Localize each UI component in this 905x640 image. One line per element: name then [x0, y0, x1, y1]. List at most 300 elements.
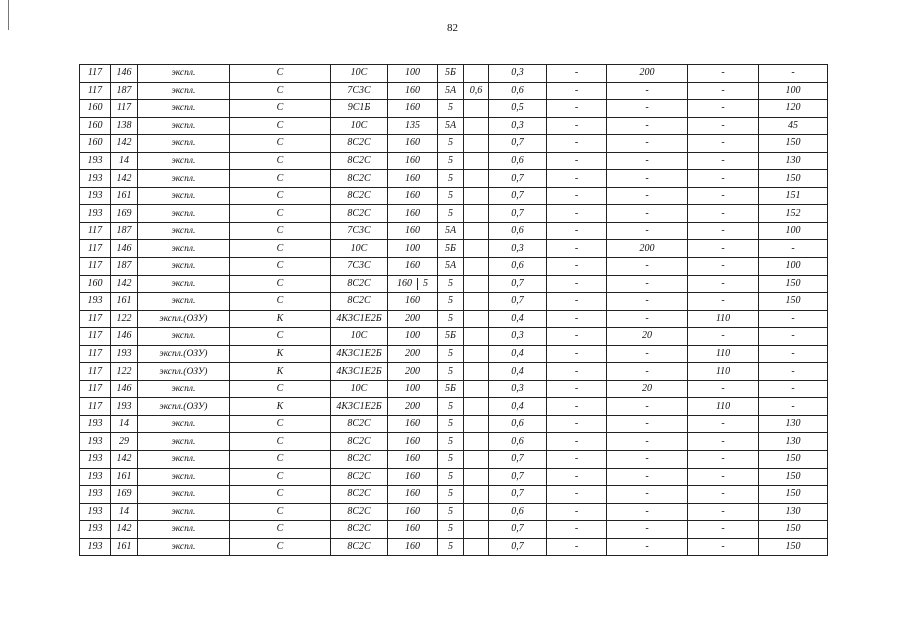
cell-col-d: 150 [759, 170, 828, 188]
table-row [80, 486, 828, 504]
cell-col-c: 110 [688, 310, 759, 328]
table-row [80, 117, 828, 135]
cell-col-a: - [547, 117, 607, 135]
cell-col-d: 130 [759, 433, 828, 451]
cell-value: 100 [388, 328, 438, 346]
cell-to-code: 14 [111, 503, 138, 521]
cell-class: 5 [438, 415, 464, 433]
cell-col-a: - [547, 205, 607, 223]
cell-category: С [230, 82, 331, 100]
cell-class: 5Б [438, 65, 464, 83]
cell-col-b: - [607, 82, 688, 100]
cell-col-a: - [547, 380, 607, 398]
cell-col-c: - [688, 468, 759, 486]
cell-category: К [230, 363, 331, 381]
cell-col-a: - [547, 65, 607, 83]
cell-col-d: 152 [759, 205, 828, 223]
cell-usage: экспл. [138, 328, 230, 346]
cell-composition: 10С [331, 65, 388, 83]
cell-usage: экспл. [138, 240, 230, 258]
cell-category: К [230, 398, 331, 416]
cell-from-code: 117 [80, 82, 111, 100]
cell-composition: 8С2С [331, 486, 388, 504]
split-value-right: 5 [423, 277, 428, 289]
cell-to-code: 117 [111, 100, 138, 118]
cell-extra [464, 293, 489, 311]
cell-ratio: 0,4 [489, 345, 547, 363]
cell-col-d: 100 [759, 82, 828, 100]
cell-category: С [230, 521, 331, 539]
cell-category: С [230, 380, 331, 398]
cell-category: С [230, 65, 331, 83]
cell-col-c: - [688, 187, 759, 205]
table-row [80, 503, 828, 521]
cell-col-b: - [607, 187, 688, 205]
cell-ratio: 0,4 [489, 398, 547, 416]
cell-composition: 8С2С [331, 275, 388, 293]
cell-col-d: 151 [759, 187, 828, 205]
cell-col-b: - [607, 293, 688, 311]
cell-value: 160 [388, 415, 438, 433]
cell-col-d: 130 [759, 415, 828, 433]
cell-class: 5А [438, 258, 464, 276]
cell-class: 5 [438, 538, 464, 556]
cell-value: 160 [388, 258, 438, 276]
cell-to-code: 187 [111, 82, 138, 100]
cell-col-c: - [688, 415, 759, 433]
table-row [80, 65, 828, 83]
cell-ratio: 0,3 [489, 117, 547, 135]
cell-col-d: 45 [759, 117, 828, 135]
cell-class: 5 [438, 135, 464, 153]
cell-class: 5 [438, 521, 464, 539]
cell-class: 5 [438, 398, 464, 416]
cell-col-b: 200 [607, 240, 688, 258]
cell-col-a: - [547, 135, 607, 153]
cell-col-d: 130 [759, 503, 828, 521]
cell-col-b: - [607, 398, 688, 416]
cell-value: 160 [388, 135, 438, 153]
cell-col-d: - [759, 328, 828, 346]
cell-category: С [230, 415, 331, 433]
cell-class: 5 [438, 152, 464, 170]
cell-from-code: 193 [80, 486, 111, 504]
cell-composition: 8С2С [331, 415, 388, 433]
cell-col-c: - [688, 222, 759, 240]
cell-to-code: 169 [111, 205, 138, 223]
cell-class: 5 [438, 363, 464, 381]
cell-col-c: - [688, 152, 759, 170]
cell-extra [464, 468, 489, 486]
cell-col-c: - [688, 65, 759, 83]
cell-col-d: 150 [759, 451, 828, 469]
cell-col-d: 130 [759, 152, 828, 170]
cell-category: С [230, 538, 331, 556]
cell-extra [464, 222, 489, 240]
cell-category: С [230, 293, 331, 311]
cell-category: С [230, 170, 331, 188]
cell-col-d: 150 [759, 293, 828, 311]
table-row [80, 398, 828, 416]
cell-ratio: 0,6 [489, 222, 547, 240]
cell-from-code: 193 [80, 293, 111, 311]
cell-col-c: - [688, 135, 759, 153]
cell-extra [464, 205, 489, 223]
cell-extra: 0,6 [464, 82, 489, 100]
cell-composition: 8С2С [331, 293, 388, 311]
cell-composition: 8С2С [331, 135, 388, 153]
cell-ratio: 0,6 [489, 82, 547, 100]
cell-value: 100 [388, 240, 438, 258]
cell-extra [464, 152, 489, 170]
cell-usage: экспл. [138, 117, 230, 135]
cell-to-code: 193 [111, 345, 138, 363]
cell-col-a: - [547, 415, 607, 433]
cell-col-b: - [607, 258, 688, 276]
cell-col-b: - [607, 451, 688, 469]
cell-col-a: - [547, 310, 607, 328]
cell-col-d: 150 [759, 275, 828, 293]
cell-value: 200 [388, 310, 438, 328]
table-row [80, 451, 828, 469]
cell-col-a: - [547, 345, 607, 363]
cell-to-code: 146 [111, 380, 138, 398]
cell-from-code: 160 [80, 135, 111, 153]
cell-usage: экспл. [138, 468, 230, 486]
cell-ratio: 0,7 [489, 451, 547, 469]
cell-from-code: 193 [80, 451, 111, 469]
cell-col-b: - [607, 538, 688, 556]
cell-ratio: 0,3 [489, 380, 547, 398]
cell-col-a: - [547, 187, 607, 205]
cell-extra [464, 521, 489, 539]
cell-col-c: - [688, 293, 759, 311]
cell-to-code: 146 [111, 328, 138, 346]
cell-composition: 4К3С1Е2Б [331, 398, 388, 416]
table-row [80, 82, 828, 100]
cell-value: 160 [388, 433, 438, 451]
data-table [79, 64, 828, 556]
cell-category: К [230, 310, 331, 328]
cell-col-b: - [607, 486, 688, 504]
cell-col-b: - [607, 275, 688, 293]
cell-category: С [230, 486, 331, 504]
cell-col-c: - [688, 503, 759, 521]
cell-usage: экспл. [138, 258, 230, 276]
cell-col-d: 100 [759, 222, 828, 240]
cell-value: 160 [388, 100, 438, 118]
cell-col-a: - [547, 222, 607, 240]
cell-col-a: - [547, 468, 607, 486]
cell-from-code: 117 [80, 363, 111, 381]
cell-ratio: 0,4 [489, 363, 547, 381]
cell-ratio: 0,4 [489, 310, 547, 328]
cell-col-c: - [688, 380, 759, 398]
cell-col-d: - [759, 240, 828, 258]
cell-col-b: 20 [607, 380, 688, 398]
cell-composition: 8С2С [331, 538, 388, 556]
cell-category: С [230, 100, 331, 118]
cell-col-a: - [547, 100, 607, 118]
cell-to-code: 161 [111, 468, 138, 486]
cell-col-c: 110 [688, 345, 759, 363]
cell-col-a: - [547, 293, 607, 311]
cell-col-c: - [688, 82, 759, 100]
cell-composition: 4К3С1Е2Б [331, 363, 388, 381]
cell-class: 5Б [438, 240, 464, 258]
cell-col-c: - [688, 486, 759, 504]
cell-ratio: 0,7 [489, 293, 547, 311]
cell-col-a: - [547, 328, 607, 346]
cell-col-d: - [759, 398, 828, 416]
cell-usage: экспл. [138, 275, 230, 293]
cell-category: С [230, 503, 331, 521]
cell-extra [464, 345, 489, 363]
cell-ratio: 0,6 [489, 433, 547, 451]
cell-value: 160 [388, 152, 438, 170]
cell-composition: 8С2С [331, 205, 388, 223]
cell-ratio: 0,5 [489, 100, 547, 118]
cell-to-code: 14 [111, 415, 138, 433]
cell-usage: экспл. [138, 65, 230, 83]
cell-to-code: 187 [111, 258, 138, 276]
cell-to-code: 142 [111, 521, 138, 539]
cell-extra [464, 415, 489, 433]
cell-from-code: 193 [80, 205, 111, 223]
cell-col-c: 110 [688, 363, 759, 381]
cell-col-c: - [688, 538, 759, 556]
cell-ratio: 0,6 [489, 258, 547, 276]
cell-col-b: - [607, 415, 688, 433]
cell-extra [464, 187, 489, 205]
cell-category: С [230, 328, 331, 346]
cell-from-code: 117 [80, 65, 111, 83]
cell-col-b: - [607, 521, 688, 539]
cell-from-code: 193 [80, 170, 111, 188]
cell-col-a: - [547, 363, 607, 381]
cell-col-b: - [607, 468, 688, 486]
cell-usage: экспл.(ОЗУ) [138, 398, 230, 416]
cell-col-b: - [607, 503, 688, 521]
cell-from-code: 117 [80, 240, 111, 258]
cell-extra [464, 398, 489, 416]
cell-col-b: 20 [607, 328, 688, 346]
cell-composition: 4К3С1Е2Б [331, 345, 388, 363]
cell-composition: 8С2С [331, 152, 388, 170]
cell-col-d: - [759, 310, 828, 328]
cell-value: 100 [388, 380, 438, 398]
cell-usage: экспл. [138, 486, 230, 504]
cell-col-a: - [547, 486, 607, 504]
cell-category: С [230, 451, 331, 469]
table-row [80, 328, 828, 346]
cell-col-b: - [607, 117, 688, 135]
cell-from-code: 117 [80, 380, 111, 398]
cell-usage: экспл. [138, 293, 230, 311]
cell-col-a: - [547, 538, 607, 556]
cell-col-c: - [688, 117, 759, 135]
cell-usage: экспл.(ОЗУ) [138, 363, 230, 381]
table-row [80, 363, 828, 381]
cell-from-code: 117 [80, 398, 111, 416]
cell-value: 200 [388, 345, 438, 363]
table-row [80, 521, 828, 539]
cell-col-c: 110 [688, 398, 759, 416]
cell-extra [464, 451, 489, 469]
cell-class: 5 [438, 486, 464, 504]
cell-from-code: 193 [80, 415, 111, 433]
cell-composition: 8С2С [331, 503, 388, 521]
cell-from-code: 193 [80, 538, 111, 556]
cell-ratio: 0,3 [489, 240, 547, 258]
table-row [80, 345, 828, 363]
cell-col-b: 200 [607, 65, 688, 83]
cell-from-code: 193 [80, 503, 111, 521]
cell-col-c: - [688, 205, 759, 223]
cell-ratio: 0,7 [489, 205, 547, 223]
table-row [80, 380, 828, 398]
cell-category: С [230, 275, 331, 293]
cell-value: 160 [388, 205, 438, 223]
cell-ratio: 0,6 [489, 503, 547, 521]
cell-extra [464, 363, 489, 381]
table-row [80, 170, 828, 188]
cell-col-a: - [547, 152, 607, 170]
cell-usage: экспл. [138, 135, 230, 153]
cell-class: 5А [438, 82, 464, 100]
cell-usage: экспл. [138, 415, 230, 433]
cell-composition: 8С2С [331, 433, 388, 451]
cell-from-code: 160 [80, 275, 111, 293]
cell-col-a: - [547, 503, 607, 521]
cell-usage: экспл. [138, 205, 230, 223]
table-row [80, 310, 828, 328]
table-row [80, 415, 828, 433]
cell-value: 160 [388, 503, 438, 521]
cell-from-code: 160 [80, 100, 111, 118]
cell-composition: 8С2С [331, 468, 388, 486]
cell-value: 160 [388, 187, 438, 205]
cell-usage: экспл. [138, 538, 230, 556]
cell-to-code: 142 [111, 275, 138, 293]
cell-value: 160 [388, 222, 438, 240]
cell-usage: экспл. [138, 451, 230, 469]
cell-from-code: 193 [80, 152, 111, 170]
cell-col-d: - [759, 380, 828, 398]
cell-class: 5 [438, 205, 464, 223]
cell-to-code: 146 [111, 65, 138, 83]
cell-col-c: - [688, 275, 759, 293]
cell-category: С [230, 117, 331, 135]
cell-category: С [230, 258, 331, 276]
cell-extra [464, 100, 489, 118]
cell-col-b: - [607, 345, 688, 363]
cell-col-c: - [688, 451, 759, 469]
cell-extra [464, 380, 489, 398]
cell-composition: 8С2С [331, 170, 388, 188]
cell-col-b: - [607, 135, 688, 153]
cell-col-c: - [688, 328, 759, 346]
cell-ratio: 0,7 [489, 538, 547, 556]
cell-usage: экспл. [138, 82, 230, 100]
cell-category: К [230, 345, 331, 363]
cell-ratio: 0,7 [489, 468, 547, 486]
table-row [80, 275, 828, 293]
cell-ratio: 0,6 [489, 152, 547, 170]
cell-ratio: 0,7 [489, 521, 547, 539]
table-row [80, 205, 828, 223]
cell-from-code: 193 [80, 187, 111, 205]
cell-class: 5 [438, 451, 464, 469]
cell-ratio: 0,6 [489, 415, 547, 433]
cell-from-code: 193 [80, 433, 111, 451]
cell-col-c: - [688, 433, 759, 451]
cell-usage: экспл. [138, 503, 230, 521]
cell-extra [464, 258, 489, 276]
cell-col-a: - [547, 275, 607, 293]
table-row [80, 187, 828, 205]
cell-extra [464, 170, 489, 188]
cell-value: 135 [388, 117, 438, 135]
cell-col-b: - [607, 363, 688, 381]
cell-col-d: 150 [759, 135, 828, 153]
cell-from-code: 117 [80, 222, 111, 240]
cell-class: 5 [438, 310, 464, 328]
cell-class: 5Б [438, 380, 464, 398]
cell-ratio: 0,7 [489, 135, 547, 153]
cell-from-code: 160 [80, 117, 111, 135]
cell-to-code: 161 [111, 538, 138, 556]
cell-ratio: 0,3 [489, 65, 547, 83]
cell-col-b: - [607, 152, 688, 170]
cell-to-code: 142 [111, 170, 138, 188]
table-row [80, 152, 828, 170]
split-value [390, 278, 435, 290]
cell-category: С [230, 222, 331, 240]
cell-col-a: - [547, 170, 607, 188]
cell-to-code: 142 [111, 135, 138, 153]
cell-extra [464, 65, 489, 83]
cell-col-d: 150 [759, 538, 828, 556]
cell-class: 5 [438, 503, 464, 521]
cell-col-b: - [607, 222, 688, 240]
cell-extra [464, 240, 489, 258]
cell-col-a: - [547, 398, 607, 416]
cell-ratio: 0,7 [489, 170, 547, 188]
cell-value: 160 [388, 170, 438, 188]
cell-from-code: 193 [80, 521, 111, 539]
cell-col-d: - [759, 363, 828, 381]
cell-class: 5Б [438, 328, 464, 346]
cell-value: 160 [388, 293, 438, 311]
cell-value: 160 [388, 451, 438, 469]
cell-category: С [230, 240, 331, 258]
cell-class: 5 [438, 293, 464, 311]
table-row [80, 468, 828, 486]
cell-value: 160 [388, 468, 438, 486]
cell-category: С [230, 152, 331, 170]
cell-value: 160 [388, 521, 438, 539]
cell-ratio: 0,3 [489, 328, 547, 346]
cell-col-d: - [759, 65, 828, 83]
table-row [80, 222, 828, 240]
cell-col-a: - [547, 82, 607, 100]
cell-extra [464, 117, 489, 135]
cell-to-code: 193 [111, 398, 138, 416]
cell-extra [464, 135, 489, 153]
table-row [80, 135, 828, 153]
cell-usage: экспл. [138, 170, 230, 188]
